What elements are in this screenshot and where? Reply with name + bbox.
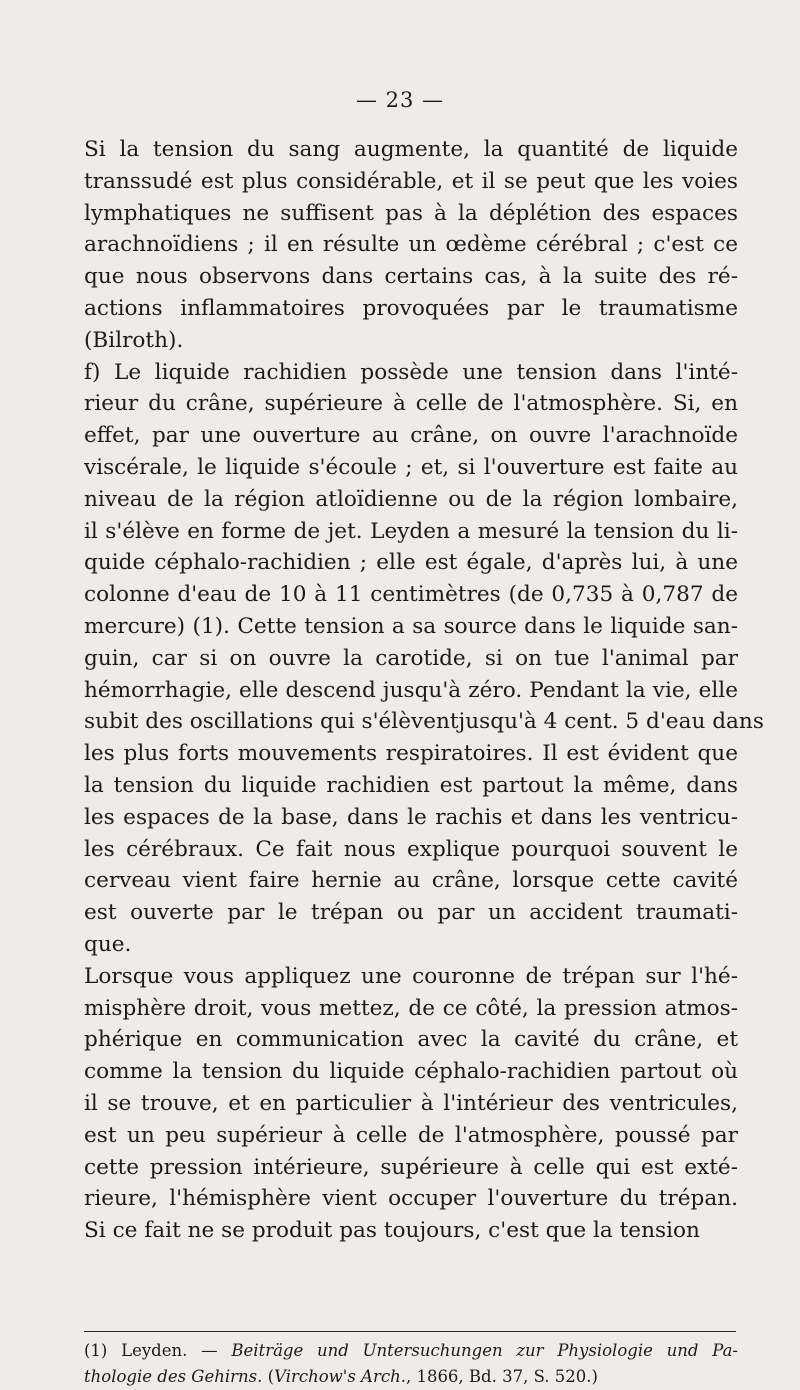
text-line: la tension du liquide rachidien est partout la même, dans [84, 772, 738, 798]
text-line: actions inflammatoires provoquées par le traumatisme [84, 295, 738, 321]
footnote-line [84, 1338, 738, 1364]
footnote-punct: ( [262, 1367, 275, 1386]
text-line: mercure) (1). Cette tension a sa source dans le liquide san- [84, 613, 738, 639]
text-line: viscérale, le liquide s'écoule ; et, si l'ouverture est faite au [84, 454, 738, 480]
text-line: effet, par une ouverture au crâne, on ouvre l'arachnoïde [84, 423, 738, 449]
text-line: (Bilroth). [84, 327, 184, 353]
text-line: il s'élève en forme de jet. Leyden a mesuré la tension du li- [84, 518, 738, 544]
page-number: — 23 — [355, 88, 445, 112]
text-line: les espaces de la base, dans le rachis et dans les ventricu- [84, 804, 738, 830]
body-text [84, 134, 764, 1247]
footnote-divider [84, 1331, 736, 1332]
text-line: Lorsque vous appliquez une couronne de trépan sur l'hé- [84, 963, 738, 989]
text-line: rieur du crâne, supérieure à celle de l'atmosphère. Si, en [84, 391, 738, 417]
text-line: les plus forts mouvements respiratoires. Il est évident que [84, 741, 738, 767]
text-line: les cérébraux. Ce fait nous explique pourquoi souvent le [84, 836, 738, 862]
footnote-citation: , 1866, Bd. 37, S. 520.) [405, 1367, 598, 1386]
text-line: Si ce fait ne se produit pas toujours, c'est que la tension [84, 1218, 700, 1244]
text-line: est un peu supérieur à celle de l'atmosphère, poussé par [84, 1122, 738, 1148]
text-line: lymphatiques ne suffisent pas à la déplétion des espaces [84, 200, 738, 226]
footnote-ref: (1) Leyden. — [84, 1341, 232, 1360]
footnote-title-cont: thologie des Gehirns. [84, 1367, 263, 1386]
text-line: quide céphalo-rachidien ; elle est égale, d'après lui, à une [84, 550, 738, 576]
text-line: cette pression intérieure, supérieure à celle qui est exté- [84, 1154, 738, 1180]
text-line: Si la tension du sang augmente, la quantité de liquide [84, 137, 738, 162]
text-line: transsudé est plus considérable, et il se peut que les voies [84, 168, 738, 194]
text-line: rieure, l'hémisphère vient occuper l'ouverture du trépan. [84, 1186, 738, 1212]
text-line: guin, car si on ouvre la carotide, si on tue l'animal par [84, 645, 738, 671]
text-line: phérique en communication avec la cavité du crâne, et [84, 1027, 738, 1053]
text-line: f) Le liquide rachidien possède une tension dans l'inté- [84, 359, 738, 385]
text-line: hémorrhagie, elle descend jusqu'à zéro. Pendant la vie, elle [84, 677, 738, 703]
text-line: il se trouve, et en particulier à l'intérieur des ventricules, [84, 1090, 738, 1116]
text-line: que nous observons dans certains cas, à la suite des ré- [84, 264, 738, 290]
footnote-line [84, 1364, 738, 1390]
text-line: niveau de la région atloïdienne ou de la région lombaire, [84, 486, 738, 512]
footnote-journal: Virchow's Arch. [274, 1367, 406, 1386]
text-line: comme la tension du liquide céphalo-rachidien partout où [84, 1059, 738, 1085]
text-line: colonne d'eau de 10 à 11 centimètres (de 0,735 à 0,787 de [84, 582, 738, 608]
footnote-title: Beiträge und Untersuchungen zur Physiologie und Pa- [231, 1341, 738, 1360]
footnotes [84, 1338, 738, 1390]
text-line: arachnoïdiens ; il en résulte un œdème cérébral ; c'est ce [84, 232, 738, 258]
text-line: que. [84, 931, 132, 957]
text-line: est ouverte par le trépan ou par un accident traumati- [84, 900, 738, 926]
text-line: cerveau vient faire hernie au crâne, lorsque cette cavité [84, 868, 738, 894]
text-line: subit des oscillations qui s'élèventjusqu'à 4 cent. 5 d'eau dans [84, 709, 764, 735]
text-line: misphère droit, vous mettez, de ce côté, la pression atmos- [84, 995, 738, 1021]
